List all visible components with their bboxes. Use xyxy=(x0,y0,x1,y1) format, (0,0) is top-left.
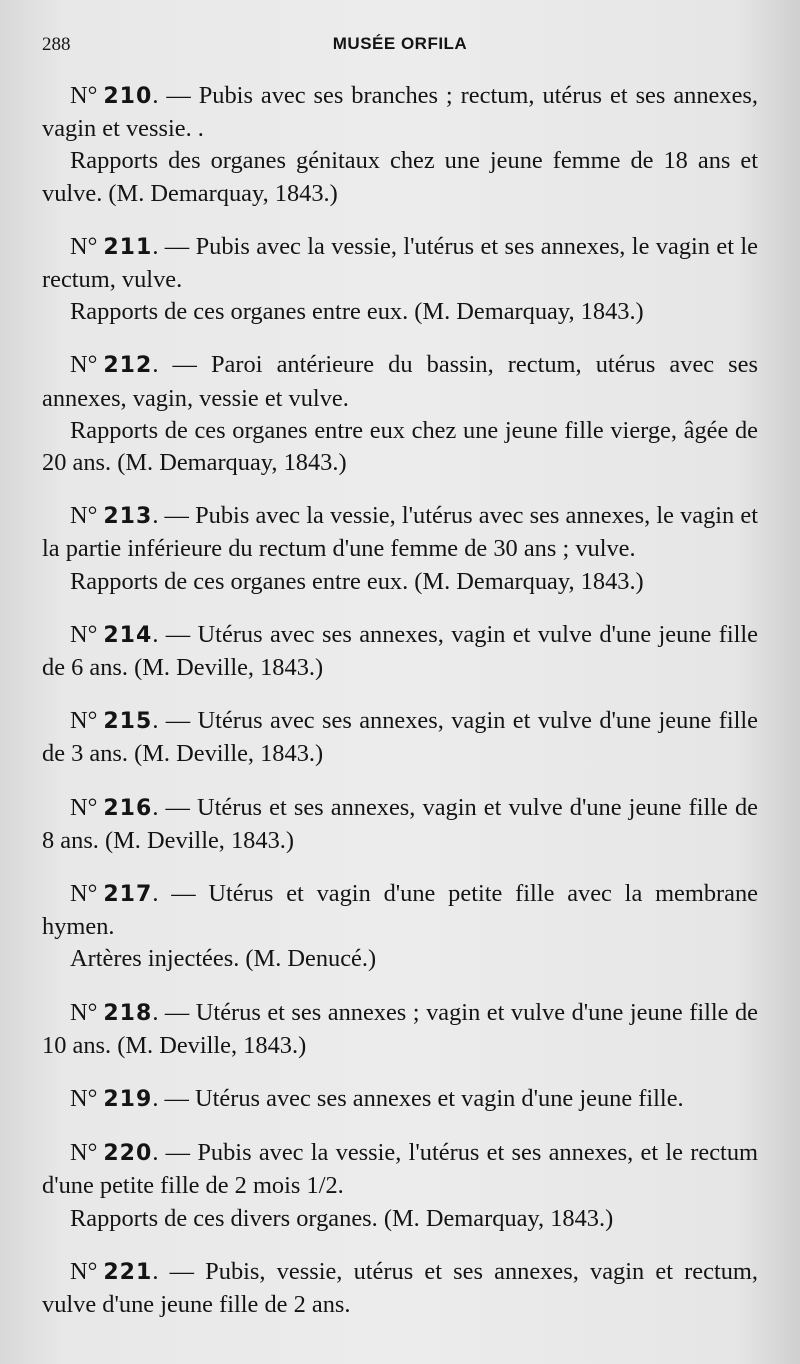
entry-number-label: N° xyxy=(70,351,98,379)
running-title: MUSÉE ORFILA xyxy=(332,34,468,53)
entry-text: . — Pubis avec ses branches ; rectum, utérus et ses annexes, vagin et vessie. . xyxy=(42,82,758,143)
catalog-entry xyxy=(42,705,758,770)
entry-note: Rapports de ces organes entre eux. (M. Demarquay, 1843.) xyxy=(70,298,644,326)
entry-number-label: N° xyxy=(70,232,98,260)
entry-number-label: N° xyxy=(70,880,98,908)
entry-description xyxy=(42,792,758,857)
entry-number-label: N° xyxy=(70,1139,98,1167)
entry-number-label: N° xyxy=(70,793,98,821)
entry-number: 219 xyxy=(103,1087,153,1113)
entry-description xyxy=(42,997,758,1062)
entry-description xyxy=(42,500,758,565)
entry-text: . — Utérus et ses annexes, vagin et vulve d'une jeune fille de 8 ans. (M. Deville, 1843.) xyxy=(42,793,758,854)
entry-number: 215 xyxy=(103,709,153,735)
entry-note: Rapports des organes génitaux chez une jeune femme de 18 ans et vulve. (M. Demarquay, 1843.) xyxy=(42,147,758,207)
entry-text: . — Pubis avec la vessie, l'utérus avec ses annexes, le vagin et la partie inférieure du rectum d'une femme de 30 ans ; vulve. xyxy=(42,502,758,563)
entry-description xyxy=(42,1083,758,1116)
catalog-entry xyxy=(42,80,758,210)
running-head xyxy=(42,34,758,58)
catalog-entry xyxy=(42,878,758,976)
entry-note: Rapports de ces organes entre eux chez une jeune fille vierge, âgée de 20 ans. (M. Demarquay, 1843.) xyxy=(42,416,758,477)
catalog-entry xyxy=(42,231,758,329)
entry-description xyxy=(42,231,758,296)
entry-note: Artères injectées. (M. Denucé.) xyxy=(70,945,377,973)
catalog-entry xyxy=(42,1137,758,1235)
entry-number: 214 xyxy=(103,622,153,648)
entry-number-label: N° xyxy=(70,1257,98,1285)
catalog-entry xyxy=(42,1083,758,1116)
entry-text: . — Pubis avec la vessie, l'utérus et ses annexes, le vagin et le rectum, vulve. xyxy=(42,232,758,294)
entry-number: 212 xyxy=(103,353,153,379)
entry-number-label: N° xyxy=(70,502,98,530)
entry-description xyxy=(42,80,758,145)
entry-description xyxy=(42,1137,758,1202)
entry-number: 221 xyxy=(103,1259,153,1285)
entry-description xyxy=(42,878,758,943)
entry-number-label: N° xyxy=(70,998,98,1026)
entry-number: 217 xyxy=(103,882,153,908)
entry-text: . — Utérus et ses annexes ; vagin et vulve d'une jeune fille de 10 ans. (M. Deville, 1843.) xyxy=(42,998,758,1059)
catalog-entry xyxy=(42,349,758,479)
entry-number-label: N° xyxy=(70,707,98,735)
entry-text: . — Paroi antérieure du bassin, rectum, utérus avec ses annexes, vagin, vessie et vulve. xyxy=(42,351,758,412)
entry-number-label: N° xyxy=(70,82,98,109)
catalog-entry xyxy=(42,500,758,598)
entry-note: Rapports de ces divers organes. (M. Demarquay, 1843.) xyxy=(70,1204,614,1232)
entry-text: . — Utérus avec ses annexes, vagin et vulve d'une jeune fille de 3 ans. (M. Deville, 1843.) xyxy=(42,707,758,768)
entry-description xyxy=(42,349,758,414)
entry-text: . — Utérus avec ses annexes, vagin et vulve d'une jeune fille de 6 ans. (M. Deville, 1843.) xyxy=(42,620,758,682)
entry-number: 210 xyxy=(103,84,153,109)
catalog-entry xyxy=(42,1256,758,1321)
entry-number-label: N° xyxy=(70,1085,98,1113)
catalog-entry xyxy=(42,997,758,1062)
entry-description xyxy=(42,1256,758,1321)
entry-description xyxy=(42,619,758,684)
entry-note: Rapports de ces organes entre eux. (M. Demarquay, 1843.) xyxy=(70,567,644,595)
entry-number: 213 xyxy=(103,504,153,530)
entry-number: 211 xyxy=(103,234,153,260)
entry-text: . — Utérus avec ses annexes et vagin d'une jeune fille. xyxy=(152,1085,684,1113)
entry-text: . — Utérus et vagin d'une petite fille avec la membrane hymen. xyxy=(42,880,758,941)
entry-number: 218 xyxy=(103,1000,153,1026)
entry-number-label: N° xyxy=(70,620,98,648)
catalog-entry xyxy=(42,619,758,684)
page-number: 288 xyxy=(42,34,71,55)
entry-description xyxy=(42,705,758,770)
entry-text: . — Pubis, vessie, utérus et ses annexes, vagin et rectum, vulve d'une jeune fille de 2 ans. xyxy=(42,1257,758,1319)
catalog-entry xyxy=(42,792,758,857)
entry-text: . — Pubis avec la vessie, l'utérus et ses annexes, et le rectum d'une petite fille de 2 mois 1/2. xyxy=(42,1139,758,1200)
entry-number: 220 xyxy=(103,1141,153,1167)
catalog-entries xyxy=(42,80,758,1342)
entry-number: 216 xyxy=(103,795,153,821)
